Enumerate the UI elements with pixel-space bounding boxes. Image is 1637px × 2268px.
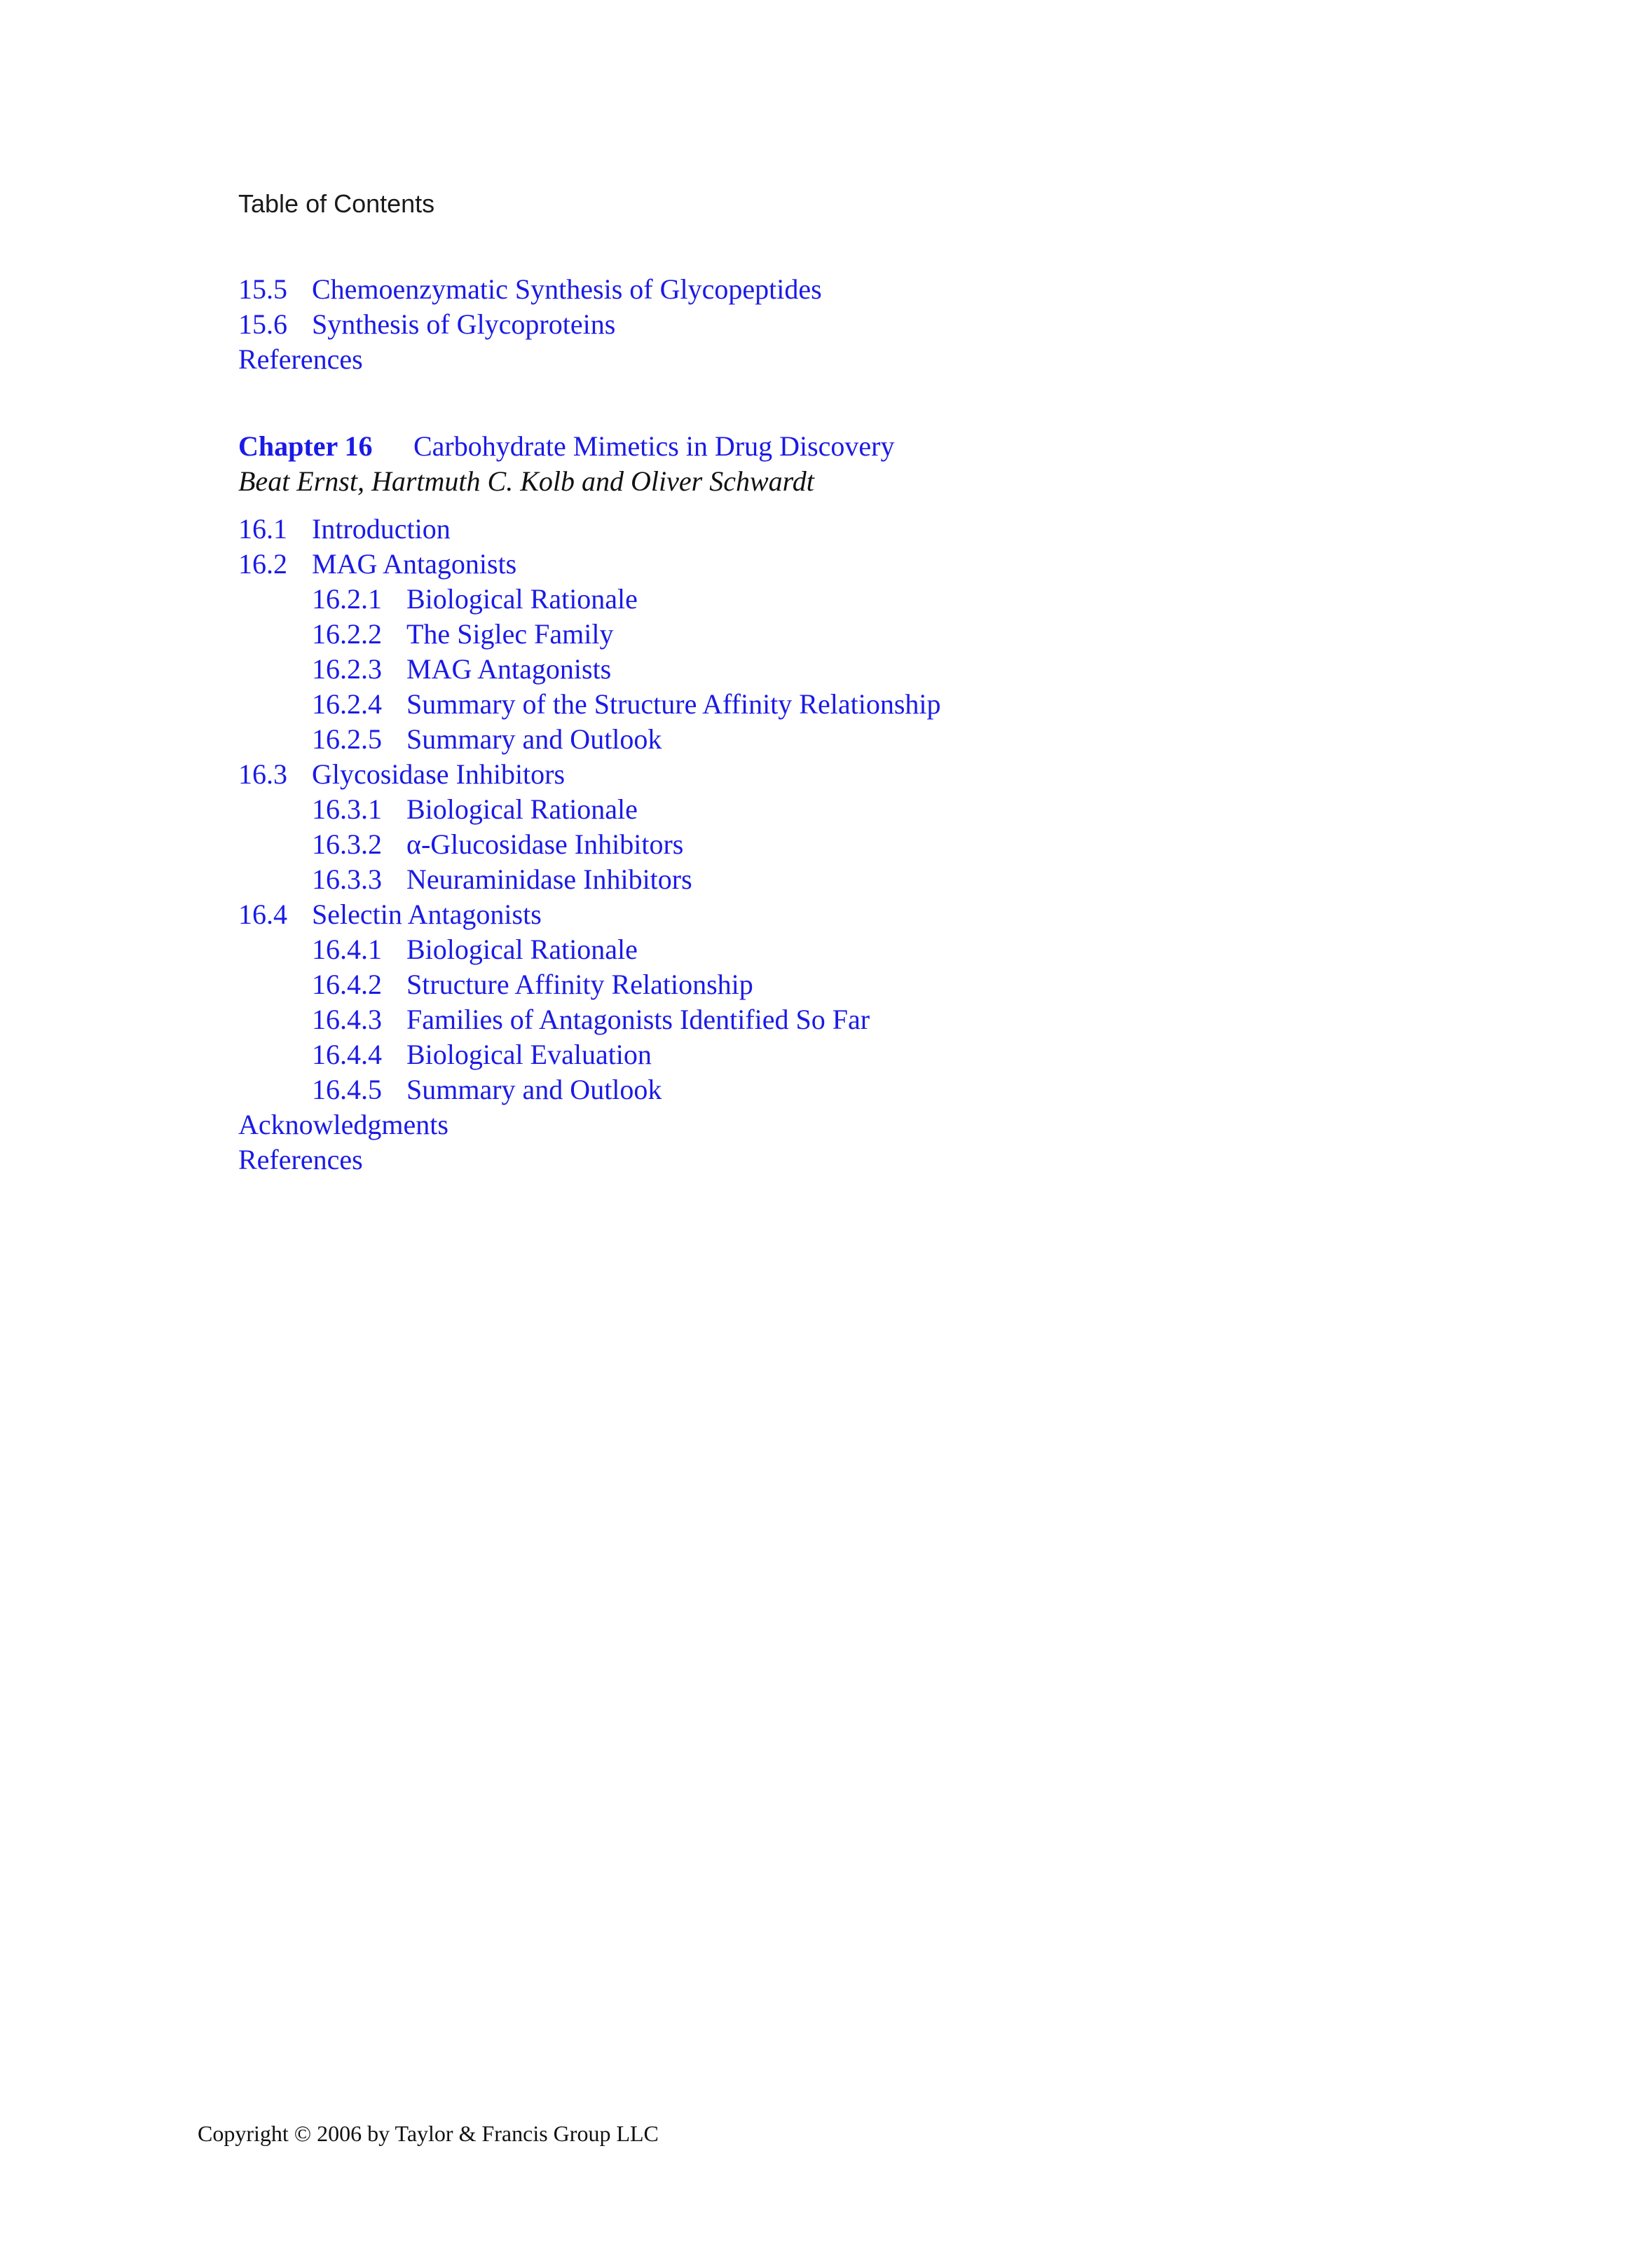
toc-entry-number: 16.2.5 xyxy=(312,723,382,755)
toc-entry-15-6[interactable] xyxy=(238,307,1430,342)
toc-entry-title: Neuraminidase Inhibitors xyxy=(406,863,692,895)
toc-entry-title: MAG Antagonists xyxy=(406,653,612,685)
toc-entry-number: 16.4.1 xyxy=(312,934,382,965)
toc-entry-title: References xyxy=(238,1144,363,1175)
toc-entry-number: 15.5 xyxy=(238,273,287,305)
chapter-toc-section xyxy=(238,512,1430,1177)
toc-entry[interactable] xyxy=(238,1072,1430,1107)
toc-entry-number: 16.2.3 xyxy=(312,653,382,685)
toc-entry-title: Families of Antagonists Identified So Far xyxy=(406,1004,870,1035)
toc-entry[interactable] xyxy=(238,897,1430,932)
toc-entry-title: Biological Evaluation xyxy=(406,1039,652,1070)
toc-entry-number: 16.4.5 xyxy=(312,1074,382,1105)
continued-toc-section xyxy=(238,272,1430,377)
toc-entry-title: Biological Rationale xyxy=(406,583,638,615)
toc-entry-title: α-Glucosidase Inhibitors xyxy=(406,828,684,860)
chapter-title: Carbohydrate Mimetics in Drug Discovery xyxy=(413,430,895,462)
toc-entry-number: 16.3 xyxy=(238,758,287,790)
toc-entry[interactable] xyxy=(238,757,1430,792)
running-head: Table of Contents xyxy=(238,189,435,218)
toc-entry[interactable] xyxy=(238,1002,1430,1037)
toc-entry[interactable] xyxy=(238,617,1430,652)
toc-entry-number: 16.2.2 xyxy=(312,618,382,650)
toc-entry-title: Structure Affinity Relationship xyxy=(406,969,753,1000)
toc-entry[interactable] xyxy=(238,652,1430,687)
toc-entry-title: Introduction xyxy=(312,513,451,545)
toc-entry[interactable] xyxy=(238,792,1430,827)
toc-entry[interactable] xyxy=(238,582,1430,617)
toc-entry[interactable] xyxy=(238,687,1430,722)
toc-entry-title: Chemoenzymatic Synthesis of Glycopeptides xyxy=(312,273,822,305)
toc-entry-number: 16.2.1 xyxy=(312,583,382,615)
toc-entry[interactable] xyxy=(238,512,1430,547)
toc-entry-number: 16.2 xyxy=(238,548,287,580)
copyright-footer: Copyright © 2006 by Taylor & Francis Group LLC xyxy=(198,2121,659,2146)
toc-entry-number: 16.4 xyxy=(238,899,287,930)
toc-entry[interactable] xyxy=(238,827,1430,862)
toc-entry[interactable] xyxy=(238,1037,1430,1072)
toc-entry[interactable] xyxy=(238,722,1430,757)
toc-entry-15-5[interactable] xyxy=(238,272,1430,307)
toc-entry-title: Glycosidase Inhibitors xyxy=(312,758,566,790)
toc-entry-title: Biological Rationale xyxy=(406,934,638,965)
toc-entry-number: 16.2.4 xyxy=(312,688,382,720)
toc-entry-title: Biological Rationale xyxy=(406,793,638,825)
toc-entry[interactable] xyxy=(238,1142,1430,1177)
toc-entry-title: Acknowledgments xyxy=(238,1109,448,1140)
chapter-heading xyxy=(238,429,1430,499)
toc-entry[interactable] xyxy=(238,1107,1430,1142)
toc-entry-title: Selectin Antagonists xyxy=(312,899,542,930)
toc-entry-title: Summary and Outlook xyxy=(406,1074,662,1105)
toc-entry[interactable] xyxy=(238,932,1430,967)
toc-entry-number: 16.1 xyxy=(238,513,287,545)
chapter-authors: Beat Ernst, Hartmuth C. Kolb and Oliver Schwardt xyxy=(238,465,814,497)
toc-entry-number: 16.4.2 xyxy=(312,969,382,1000)
toc-entry-title: References xyxy=(238,343,363,375)
toc-entry-title: The Siglec Family xyxy=(406,618,614,650)
toc-entry-title: MAG Antagonists xyxy=(312,548,517,580)
toc-entry-title: Summary and Outlook xyxy=(406,723,662,755)
toc-entry-number: 16.3.3 xyxy=(312,863,382,895)
toc-entry-title: Summary of the Structure Affinity Relationship xyxy=(406,688,941,720)
toc-entry-number: 16.4.4 xyxy=(312,1039,382,1070)
toc-entry[interactable] xyxy=(238,967,1430,1002)
toc-entry[interactable] xyxy=(238,547,1430,582)
toc-entry-number: 16.4.3 xyxy=(312,1004,382,1035)
toc-entry[interactable] xyxy=(238,862,1430,897)
chapter-label: Chapter 16 xyxy=(238,430,373,462)
toc-entry-title: Synthesis of Glycoproteins xyxy=(312,308,616,340)
toc-entry-number: 16.3.2 xyxy=(312,828,382,860)
chapter-link[interactable] xyxy=(238,429,1430,464)
toc-entry-number: 15.6 xyxy=(238,308,287,340)
toc-entry-references-15[interactable] xyxy=(238,342,1430,377)
toc-entry-number: 16.3.1 xyxy=(312,793,382,825)
